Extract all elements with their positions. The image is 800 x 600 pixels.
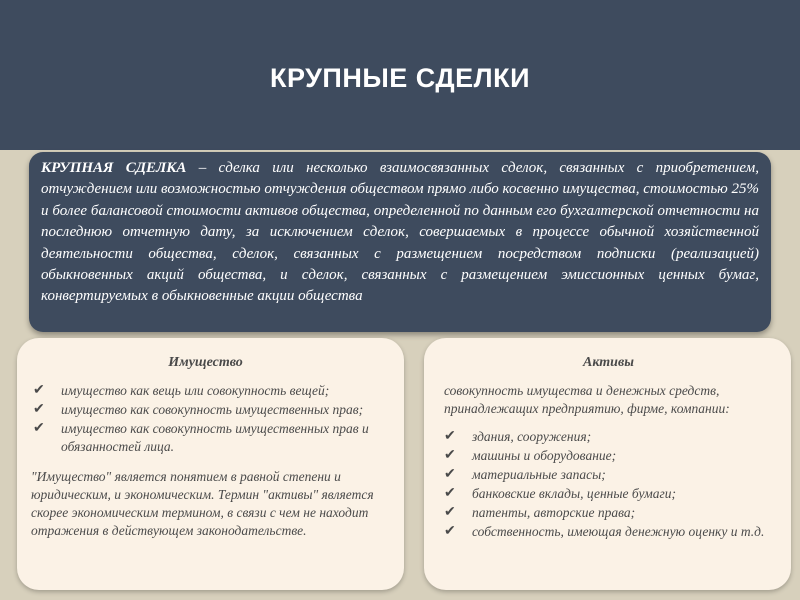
property-card: [17, 338, 404, 590]
checkmark-icon: ✔: [444, 429, 456, 444]
property-note: "Имущество" является понятием в равной степени и юридическим, и экономическим. Термин "активы" является скорее экономическим термином, в связи с чем не находит отражения в действующем законодательстве.: [31, 469, 374, 538]
checkmark-icon: ✔: [33, 383, 45, 398]
assets-list: [442, 428, 775, 541]
list-item: ✔ патенты, авторские права;: [444, 505, 636, 520]
slide-title: КРУПНЫЕ СДЕЛКИ: [270, 62, 530, 93]
list-item: ✔ материальные запасы;: [444, 467, 606, 482]
assets-title: Активы: [583, 355, 634, 370]
definition-box: [29, 152, 771, 332]
checkmark-icon: ✔: [444, 467, 456, 482]
list-item: ✔ имущество как совокупность имущественных прав и обязанностей лица.: [33, 421, 369, 454]
checkmark-icon: ✔: [444, 486, 456, 501]
property-list: [31, 382, 380, 456]
checkmark-icon: ✔: [444, 524, 456, 539]
title-banner: [0, 0, 800, 150]
definition-term: КРУПНАЯ СДЕЛКА: [41, 160, 187, 176]
list-item: ✔ здания, сооружения;: [444, 429, 592, 444]
list-item: ✔ имущество как совокупность имущественных прав;: [33, 402, 364, 417]
definition-text: – сделка или несколько взаимосвязанных сделок, связанных с приобретением, отчуждением или возможностью отчуждения обществом прямо либо косвенно имущества, стоимостью 25% и более балансовой стоимости активов общества, определенной по данным его бухгалтерской отчетности на последнюю отчетную дату, за исключением сделок, совершаемых в процессе обычной хозяйственной деятельности общества, сделок, связанных с размещением посредством подписки (реализацией) обыкновенных акций общества, и сделок, связанных с размещением эмиссионных ценных бумаг, конвертируемых в обыкновенные акции общества: [41, 160, 759, 305]
checkmark-icon: ✔: [33, 402, 45, 417]
property-title: Имущество: [168, 355, 243, 370]
assets-intro: совокупность имущества и денежных средств, принадлежащих предприятию, фирме, компании:: [444, 383, 730, 416]
checkmark-icon: ✔: [444, 505, 456, 520]
list-item: ✔ собственность, имеющая денежную оценку и т.д.: [444, 524, 765, 539]
list-item: ✔ имущество как вещь или совокупность вещей;: [33, 383, 330, 398]
list-item: ✔ машины и оборудование;: [444, 448, 617, 463]
list-item: ✔ банковские вклады, ценные бумаги;: [444, 486, 676, 501]
assets-card: [424, 338, 791, 590]
checkmark-icon: ✔: [33, 421, 45, 436]
checkmark-icon: ✔: [444, 448, 456, 463]
